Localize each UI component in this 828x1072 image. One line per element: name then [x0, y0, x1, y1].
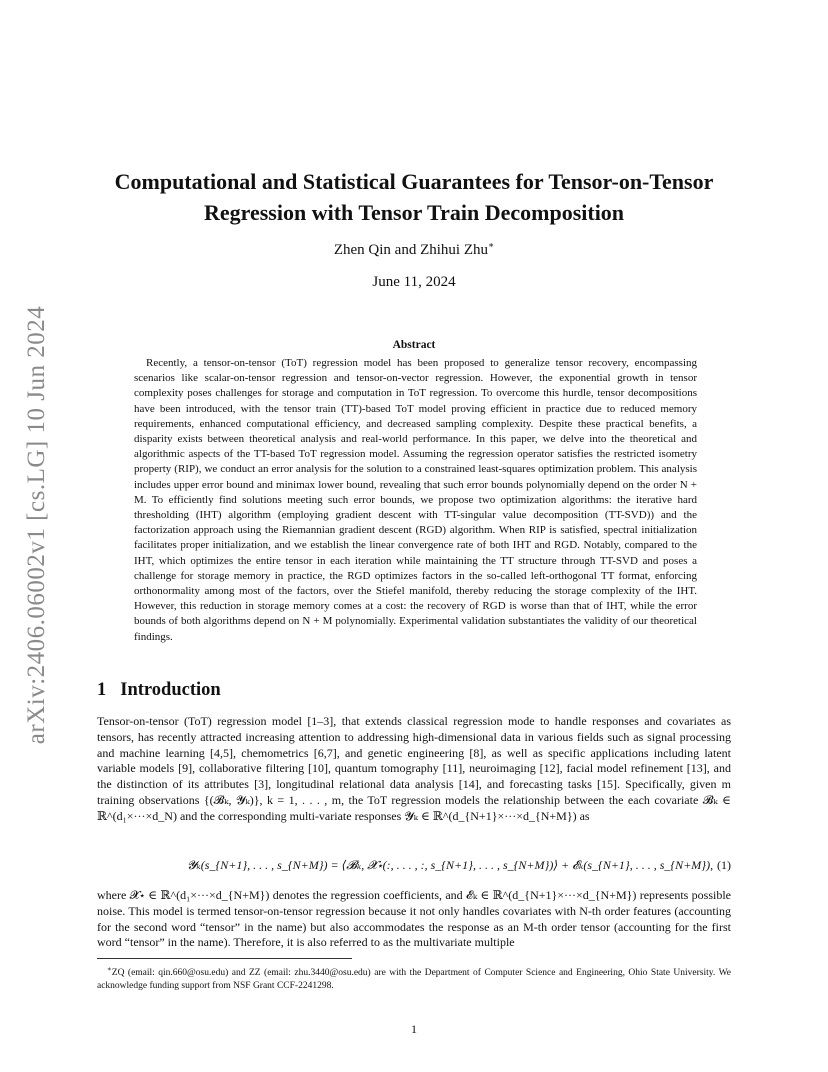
footnote-mark: ∗ — [107, 965, 112, 973]
footnote — [97, 963, 731, 993]
author-names: Zhen Qin and Zhihui Zhu — [333, 242, 488, 258]
author-line — [0, 240, 828, 259]
intro-paragraph-1: Tensor-on-tensor (ToT) regression model [1–3], that extends classical regression mode to handle responses and covariates as tensors, has recently attracted increasing attention to addressing high-dimensional data in various fields such as signal processing and machine learning [4,5], chemometrics [6,7], and genetic engineering [8], as well as specific applications including latent variable models [9], collaborative filtering [10], quantum tomography [11], neuroimaging [12], facial model refinement [13], and the distinction of its attributes [3], longitudinal relational data analysis [14], and forecasting tasks [15]. Specifically, given m training observations {(𝓑ₖ, 𝓨ₖ)}, k = 1, . . . , m, the ToT regression models the relationship between the each covariate 𝓑ₖ ∈ ℝ^(d₁×···×d_N) and the corresponding multi-variate responses 𝓨ₖ ∈ ℝ^(d_{N+1}×···×d_{N+M}) as — [97, 714, 731, 823]
equation-number: (1) — [717, 858, 731, 872]
arxiv-identifier-text: arXiv:2406.06002v1 [cs.LG] 10 Jun 2024 — [23, 305, 50, 745]
page-number: 1 — [411, 1022, 417, 1036]
footnote-text: ZQ (email: qin.660@osu.edu) and ZZ (email: zhu.3440@osu.edu) are with the Department of Computer Science and Engineering, Ohio State University. We acknowledge funding support from NSF Grant CCF-2241298. — [97, 968, 731, 992]
equation-1 — [97, 858, 731, 876]
equation-body: 𝓨ₖ(s_{N+1}, . . . , s_{N+M}) = ⟨𝓑ₖ, 𝓧⋆(:, . . . , :, s_{N+1}, . . . , s_{N+M})⟩ + 𝓔ₖ(s_{N+1}, . . . , s_{N+M}), — [187, 858, 714, 872]
section-number: 1 — [97, 680, 107, 700]
abstract-body: Recently, a tensor-on-tensor (ToT) regression model has been proposed to generalize tensor recovery, encompassing scenarios like scalar-on-tensor regression and tensor-on-vector regression. However, the exponential growth in tensor complexity poses challenges for storage and computation in ToT regression. To overcome this hurdle, tensor decompositions have been introduced, with the tensor train (TT)-based ToT model proving efficient in practice due to reduced memory requirements, enhanced computational efficiency, and decreased sampling complexity. Despite these practical benefits, a disparity exists between theoretical analysis and real-world performance. In this paper, we delve into the theoretical and algorithmic aspects of the TT-based ToT regression model. Assuming the regression operator satisfies the restricted isometry property (RIP), we conduct an error analysis for the solution to a constrained least-squares optimization problem. This analysis includes upper error bound and minimax lower bound, revealing that such error bounds polynomially depend on the order N + M. To efficiently find solutions meeting such error bounds, we propose two optimization algorithms: the iterative hard thresholding (IHT) algorithm (employing gradient descent with TT-singular value decomposition (TT-SVD)) and the factorization approach using the Riemannian gradient descent (RGD) algorithm. When RIP is satisfied, spectral initialization facilitates proper initialization, and we establish the linear convergence rate of both IHT and RGD. Notably, compared to the IHT, which optimizes the entire tensor in each iteration while maintaining the TT structure through TT-SVD and poses a challenge for storage memory in practice, the RGD optimizes factors in the so-called left-orthogonal TT format, enforcing orthonormality among most of the factors, over the Stiefel manifold, thereby reducing the storage complexity of the IHT. However, this reduction in storage memory comes at a cost: the recovery of RGD is worse than that of IHT, while the error bounds of both algorithms depend on N + M polynomially. Experimental validation substantiates the validity of our theoretical findings. — [134, 357, 697, 643]
author-footnote-mark[interactable]: ∗ — [488, 240, 495, 250]
section-heading-introduction — [97, 680, 221, 701]
intro-paragraph-2: where 𝓧⋆ ∈ ℝ^(d₁×···×d_{N+M}) denotes the regression coefficients, and 𝓔ₖ ∈ ℝ^(d_{N+1}×···×d_{N+M}) represents possible noise. This model is termed tensor-on-tensor regression because it not only handles covariates with N-th order features (accounting for the second word “tensor” in the name) but also accommodates the response as an M-th order tensor (accounting for the first word “tensor” in the name). Therefore, it is also referred to as the multivariate multiple — [97, 888, 731, 950]
publication-date: June 11, 2024 — [372, 274, 456, 290]
arxiv-identifier-stamp — [22, 290, 52, 760]
paper-title: Computational and Statistical Guarantees for Tensor-on-Tensor Regression with Tensor Train Decomposition — [114, 169, 714, 225]
abstract-heading: Abstract — [392, 339, 436, 351]
section-title: Introduction — [120, 680, 221, 700]
footnote-divider — [97, 958, 352, 959]
